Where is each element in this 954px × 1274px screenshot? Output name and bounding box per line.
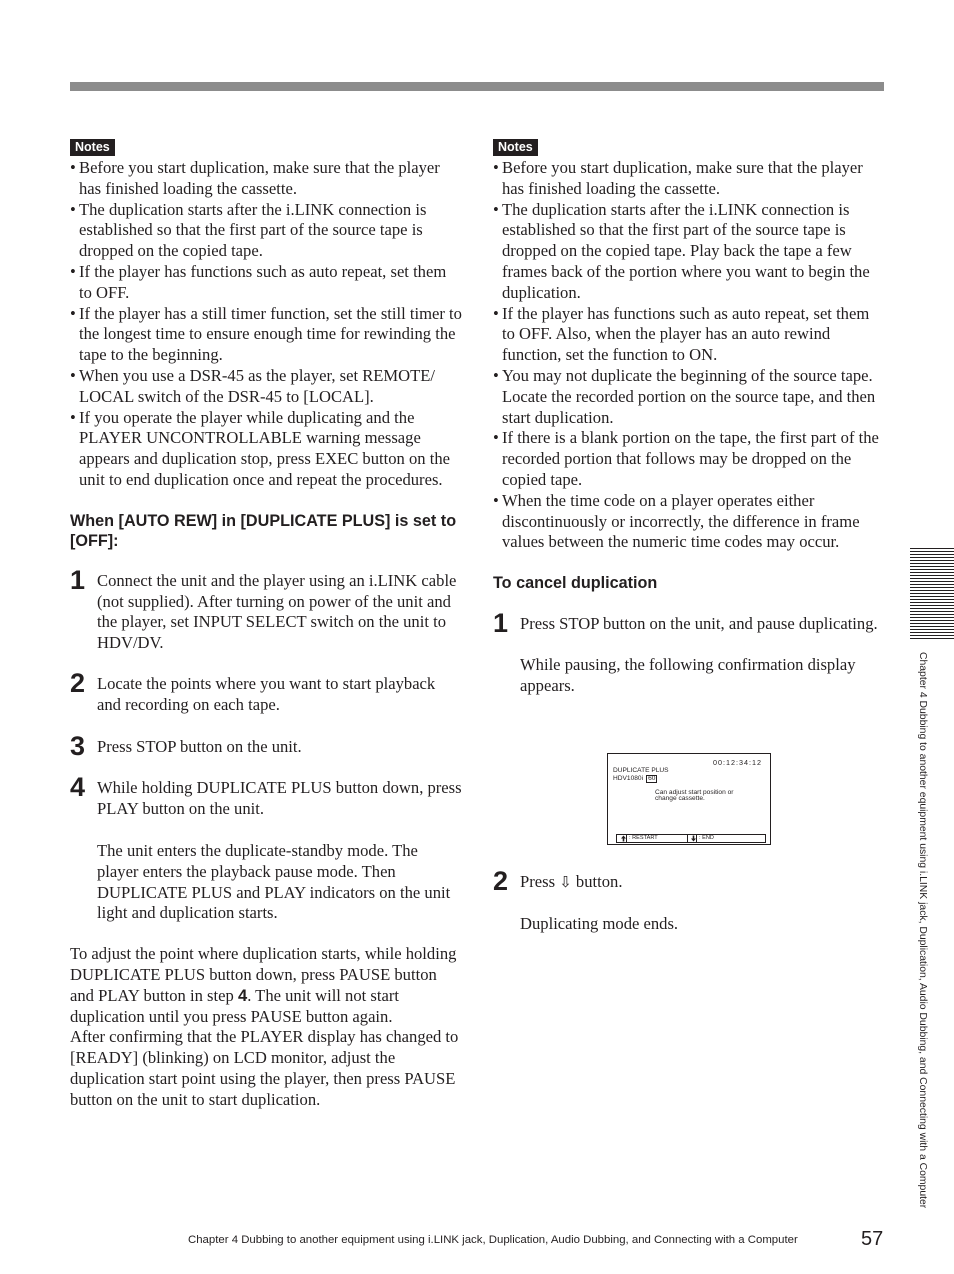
step-reference: 4	[237, 985, 248, 1005]
after-paragraph: After confirming that the PLAYER display has changed to [READY] (blinking) on LCD monitor, adjust the duplication start point using the player, then press PAUSE button on the unit to start duplication.	[70, 1027, 459, 1109]
step	[493, 866, 885, 935]
step-2	[70, 667, 462, 716]
step-detail: While pausing, the following confirmation display appears.	[520, 654, 856, 695]
timecode: 00:12:34:12	[713, 758, 762, 767]
restart-label: : RESTART	[629, 835, 658, 841]
display-message: Can adjust start position or change cassette.	[655, 789, 734, 802]
cancel-step-2	[493, 866, 885, 935]
step-number: 2	[70, 667, 86, 698]
step-4	[70, 772, 462, 924]
step-number: 3	[70, 730, 86, 761]
down-arrow-icon: ⇩	[559, 873, 572, 891]
note-item: • If the player has a still timer function, set the still timer to the longest time to ensure enough time for rewinding the tape to the beginning.	[70, 304, 462, 366]
section-heading: To cancel duplication	[493, 574, 658, 593]
step-text	[520, 872, 885, 893]
step-1	[70, 564, 462, 654]
note-item: • The duplication starts after the i.LINK connection is established so that the first part of the source tape is dropped on the copied tape.	[70, 200, 462, 262]
end-label: : END	[699, 835, 714, 841]
step-number: 2	[493, 866, 509, 896]
step-text: Connect the unit and the player using an i.LINK cable (not supplied). After turning on power of the unit and the player, set INPUT SELECT switch on the unit to HDV/DV.	[97, 570, 457, 653]
note-item: • If there is a blank portion on the tape, the first part of the recorded portion that follows may be dropped on the copied tape.	[493, 428, 885, 490]
notes-label: Notes	[493, 139, 538, 156]
divider	[687, 835, 688, 842]
step-3	[70, 730, 462, 761]
notes-label: Notes	[70, 139, 115, 156]
note-item: • Before you start duplication, make sure that the player has finished loading the cassette.	[70, 158, 462, 200]
display-title: DUPLICATE PLUS	[613, 767, 669, 774]
step-number: 1	[70, 564, 86, 595]
step-text: Locate the points where you want to start playback and recording on each tape.	[97, 673, 436, 714]
note-item: • If the player has functions such as auto repeat, set them to OFF. Also, when the player has an auto rewind function, set the function to ON.	[493, 304, 885, 366]
step-detail: The unit enters the duplicate-standby mode. The player enters the playback pause mode. Then DUPLICATE PLUS and PLAY indicators on the unit light and duplication starts.	[97, 840, 451, 923]
adjust-text-pre: To adjust the point where duplication starts, while holding DUPLICATE PLUS button down, press PAUSE button and PLAY button in step	[70, 944, 457, 1005]
confirmation-display	[607, 753, 771, 845]
format-indicator	[613, 775, 657, 783]
adjust-paragraph	[70, 944, 462, 1027]
section-heading: When [AUTO REW] in [DUPLICATE PLUS] is set to [OFF]:	[70, 511, 457, 550]
right-column	[493, 136, 885, 697]
note-item: • When you use a DSR-45 as the player, set REMOTE/ LOCAL switch of the DSR-45 to [LOCAL].	[70, 366, 462, 408]
side-chapter-title: Chapter 4 Dubbing to another equipment using i.LINK jack, Duplication, Audio Dubbing, and Connecting with a Computer	[917, 652, 928, 1209]
footer-chapter-title: Chapter 4 Dubbing to another equipment using i.LINK jack, Duplication, Audio Dubbing, and Connecting with a Computer	[188, 1234, 798, 1246]
chapter-tab-marker	[910, 548, 954, 640]
step-number: 1	[493, 608, 509, 639]
header-rule	[70, 82, 884, 91]
step-detail: Duplicating mode ends.	[520, 913, 679, 933]
note-item: • If you operate the player while duplicating and the PLAYER UNCONTROLLABLE warning message appears and duplication stop, press EXEC button on the unit to end duplication once and repeat the procedures.	[70, 408, 462, 491]
step-text-pre: Press	[520, 872, 560, 891]
step-text: Press STOP button on the unit, and pause duplicating.	[520, 614, 878, 634]
page-number: 57	[861, 1228, 884, 1250]
cancel-step-1	[493, 608, 885, 696]
note-item: • If the player has functions such as auto repeat, set them to OFF.	[70, 262, 462, 304]
divider	[626, 835, 627, 842]
notes-list	[493, 158, 885, 553]
note-item: • You may not duplicate the beginning of the source tape. Locate the recorded portion on the source tape, and then start duplication.	[493, 366, 885, 428]
divider	[696, 835, 697, 842]
step-text: Press STOP button on the unit.	[97, 736, 302, 756]
adjust-text-post: . The unit will not start duplication until you press PAUSE button again.	[70, 985, 399, 1026]
notes-list	[70, 158, 462, 491]
format-label: HDV1080i	[613, 775, 644, 782]
frame-rate-box: 60	[648, 775, 656, 782]
display-footer	[616, 834, 766, 843]
step-text-post: button.	[571, 872, 623, 891]
note-item: • When the time code on a player operates either discontinuously or incorrectly, the difference in frame values between the numeric time codes may occur.	[493, 491, 885, 553]
step-text: While holding DUPLICATE PLUS button down, press PLAY button on the unit.	[97, 778, 462, 819]
left-column	[70, 136, 462, 1110]
note-item: • Before you start duplication, make sure that the player has finished loading the cassette.	[493, 158, 885, 200]
note-item: • The duplication starts after the i.LINK connection is established so that the first part of the source tape is dropped on the copied tape. Play back the tape a few frames back of the portion where you want to begin the duplication.	[493, 200, 885, 304]
step-number: 4	[70, 772, 86, 803]
